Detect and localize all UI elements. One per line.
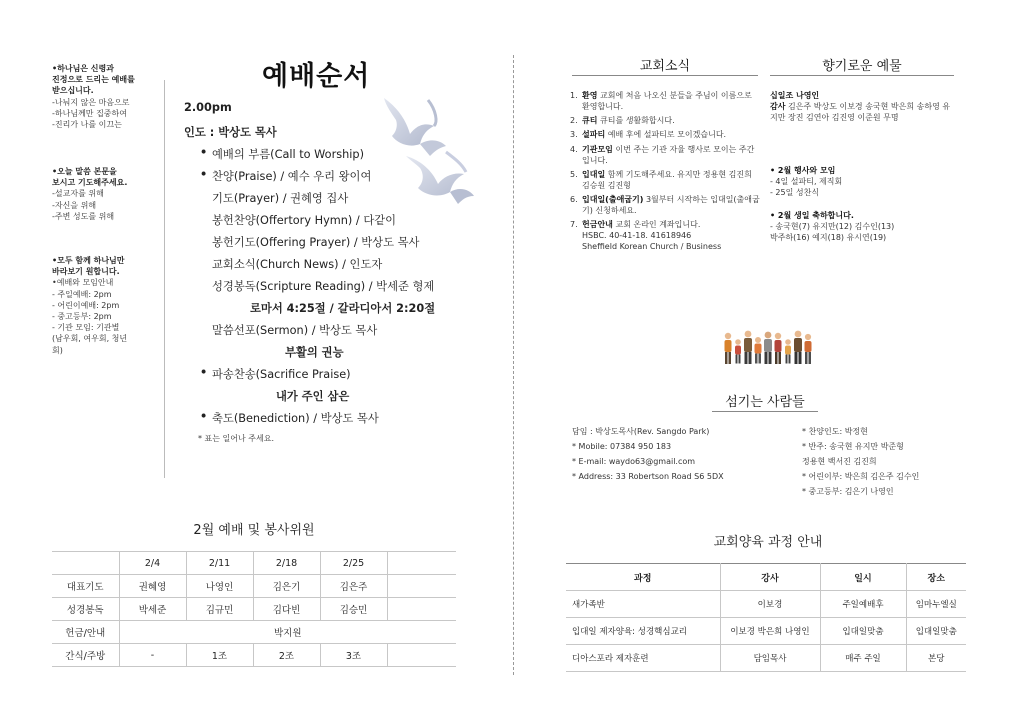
item-heading: 입대일	[582, 169, 606, 179]
table-cell: 임마누엘실	[906, 591, 966, 618]
bank-account: HSBC. 40-41-18. 41618946	[582, 231, 692, 241]
thanks-line	[770, 101, 956, 123]
staff-line: * 중고등부: 김은기 나영인	[802, 487, 894, 496]
list-item	[570, 115, 760, 126]
tithe-line: 십일조 나영인	[770, 91, 820, 100]
table-cell: 김다빈	[253, 598, 320, 621]
table-cell: 새가족반	[566, 591, 720, 618]
item-text: 이번 주는 기관 자율 행사로 모이는 주간입니다.	[582, 144, 755, 165]
events-title: • 2월 행사와 모임	[770, 166, 836, 175]
gift-title: 향기로운 예물	[822, 59, 902, 74]
birthday-title: • 2월 생일 축하합니다.	[770, 211, 854, 220]
sermon-title: 부활의 권능	[285, 346, 344, 359]
ministry-staff	[802, 424, 972, 499]
sidebar-line: •모두 함께 하나님만	[52, 256, 125, 265]
sending-song: 내가 주인 삼은	[276, 390, 350, 403]
list-item	[570, 169, 760, 191]
sidebar-line: - 어린이예배: 2pm	[52, 300, 120, 310]
order-sending-praise: • 파송찬송(Sacrifice Praise)	[212, 366, 351, 382]
contact-line: 담임 : 박상도목사(Rev. Sangdo Park)	[572, 427, 710, 436]
staff-line: * 반주: 송국현 유지만 박준형	[802, 442, 904, 451]
table-cell	[387, 598, 456, 621]
table-cell: 이보경	[720, 591, 820, 618]
table-row	[52, 621, 456, 644]
bank-account-name: Sheffield Korean Church / Business	[582, 242, 722, 252]
table-cell: 이보경 박은희 나영인	[720, 618, 820, 645]
table-cell: 2조	[253, 644, 320, 667]
item-number: 3.	[570, 130, 578, 140]
table-cell: 성경봉독	[52, 598, 119, 621]
item-text: 교회에 처음 나오신 분들을 주님이 이름으로 환영합니다.	[582, 91, 752, 111]
column-header: 강사	[720, 564, 820, 591]
order-sermon: 말씀선포(Sermon) / 박상도 목사	[212, 324, 378, 337]
table-cell: 2/25	[320, 552, 387, 575]
column-header: 장소	[906, 564, 966, 591]
table-cell: 디아스포라 제자훈련	[566, 645, 720, 672]
item-number: 4.	[570, 144, 578, 154]
people-illustration	[722, 328, 814, 366]
list-item	[570, 129, 760, 140]
item-number: 7.	[570, 220, 578, 230]
sidebar-line: 회)	[52, 345, 63, 355]
order-offering-prayer: 봉헌기도(Offering Prayer) / 박상도 목사	[212, 236, 420, 249]
news-title: 교회소식	[639, 59, 691, 74]
serve-table-title: 2월 예배 및 봉사위원	[193, 523, 315, 538]
serving-title-rule	[712, 411, 818, 412]
table-cell: 김승민	[320, 598, 387, 621]
thanks-label: 감사	[770, 102, 786, 111]
table-cell: 대표기도	[52, 575, 119, 598]
staff-line: * 어린이부: 박은희 김은주 김수인	[802, 472, 920, 481]
sidebar-line: -진리가 나를 이끄는	[52, 120, 122, 130]
birthday-item: - 송국현(7) 유지만(12) 김수인(13)	[770, 222, 895, 231]
sidebar-block-schedule	[52, 255, 162, 356]
table-cell: 2/11	[186, 552, 253, 575]
item-number: 1.	[570, 91, 578, 100]
sidebar-line: 진정으로 드리는 예배를	[52, 75, 135, 85]
table-cell: 권혜영	[119, 575, 186, 598]
table-cell: 입대일 제자양육: 성경핵심교리	[566, 618, 720, 645]
item-text: 함께 기도해주세요. 유지만 정용현 김진희 김승원 김진형	[582, 169, 752, 190]
pastor-contact	[572, 424, 792, 484]
sidebar-block-prayer	[52, 166, 162, 222]
sidebar-line: (남우회, 여우회, 청년	[52, 334, 128, 344]
contact-line: * Address: 33 Robertson Road S6 5DX	[572, 472, 724, 481]
edu-table	[566, 563, 966, 672]
table-row	[52, 644, 456, 667]
table-cell: 김은기	[253, 575, 320, 598]
table-cell: 1조	[186, 644, 253, 667]
order-church-news: 교회소식(Church News) / 인도자	[212, 258, 383, 271]
table-row	[566, 618, 966, 645]
sidebar-divider	[164, 80, 165, 478]
table-row	[566, 591, 966, 618]
table-cell: 헌금/안내	[52, 621, 119, 644]
list-item	[570, 90, 760, 112]
sidebar-line: -설교자를 위해	[52, 189, 104, 199]
sidebar-line: - 중고등부: 2pm	[52, 312, 112, 322]
event-item: - 4일 설파티, 제직회	[770, 177, 843, 186]
order-praise: • 찬양(Praise) / 예수 우리 왕이여	[212, 168, 371, 184]
item-heading: 기관모임	[582, 144, 613, 154]
dove-illustration	[376, 86, 480, 214]
list-item	[570, 194, 760, 216]
table-cell	[387, 575, 456, 598]
table-cell: 주일예배후	[820, 591, 906, 618]
item-text: 3월부터 시작하는 입대일(출애굽기) 신청하세요.	[582, 194, 760, 215]
column-header: 과정	[566, 564, 720, 591]
gift-section	[770, 90, 956, 243]
sidebar-line: 바라보기 원합니다.	[52, 267, 120, 277]
item-text: 큐티를 생활화합시다.	[597, 116, 675, 126]
sidebar-line: -주변 성도를 위해	[52, 211, 115, 221]
table-header-row	[566, 564, 966, 591]
birthday-item: 박주하(16) 예지(18) 유시연(19)	[770, 233, 887, 242]
table-cell: 김규민	[186, 598, 253, 621]
item-heading: 입대일(출애굽기)	[582, 194, 644, 204]
edu-table-title: 교회양육 과정 안내	[713, 535, 823, 550]
sidebar-line: - 기관 모임: 기관별	[52, 323, 120, 333]
contact-line: * E-mail: waydo63@gmail.com	[572, 457, 696, 466]
sidebar-line: 받으십니다.	[52, 86, 94, 96]
sidebar-line: -자신을 위해	[52, 200, 97, 210]
table-cell: 담임목사	[720, 645, 820, 672]
item-number: 2.	[570, 116, 578, 126]
table-cell: 입대일맞춤	[820, 618, 906, 645]
sidebar-block-worship	[52, 63, 162, 130]
item-text: 예배 후에 설파티로 모이겠습니다.	[605, 130, 727, 140]
item-number: 6.	[570, 194, 578, 204]
item-heading: 큐티	[582, 116, 598, 126]
order-scripture-reading: 성경봉독(Scripture Reading) / 박세준 형제	[212, 280, 435, 293]
table-cell	[52, 552, 119, 575]
serve-table	[52, 551, 456, 667]
item-number: 5.	[570, 169, 578, 179]
table-cell: 2/4	[119, 552, 186, 575]
table-cell	[387, 552, 456, 575]
order-benediction: • 축도(Benediction) / 박상도 목사	[212, 410, 379, 426]
news-title-rule	[572, 75, 758, 76]
staff-line: 정용현 백서진 김진희	[802, 457, 877, 466]
thanks-names: 김은주 박상도 이보경 송국현 박은희 송하영 유지만 장진 김연아 김진영 이준원 무명	[770, 102, 951, 122]
page-title: 예배순서	[262, 61, 371, 92]
table-cell: 입대일맞춤	[906, 618, 966, 645]
service-time: 2.00pm	[184, 101, 232, 114]
table-cell: 나영인	[186, 575, 253, 598]
item-heading: 헌금안내	[582, 220, 613, 230]
table-cell: 3조	[320, 644, 387, 667]
table-cell: 간식/주방	[52, 644, 119, 667]
table-row	[52, 598, 456, 621]
table-cell: 매주 주일	[820, 645, 906, 672]
gift-title-rule	[770, 75, 954, 76]
sidebar-line: - 주일예배: 2pm	[52, 289, 112, 299]
list-item	[570, 219, 760, 252]
list-item	[570, 144, 760, 166]
serving-title: 섬기는 사람들	[725, 395, 805, 410]
table-cell: 박지원	[119, 621, 456, 644]
table-cell: 본당	[906, 645, 966, 672]
item-heading: 설파티	[582, 130, 606, 140]
sidebar-line: -나눠지 않은 마음으로	[52, 97, 130, 107]
order-offertory: 봉헌찬양(Offertory Hymn) / 다같이	[212, 214, 397, 227]
table-cell: 박세준	[119, 598, 186, 621]
table-cell: 김은주	[320, 575, 387, 598]
sidebar-line: -하나님께만 집중하여	[52, 108, 127, 118]
sidebar-line: •하나님은 신령과	[52, 64, 114, 73]
news-list	[570, 90, 760, 255]
contact-line: * Mobile: 07384 950 183	[572, 442, 672, 451]
fold-line	[513, 55, 514, 675]
item-text: 교회 온라인 계좌입니다.	[612, 220, 701, 230]
sidebar-line: 보시고 기도해주세요.	[52, 178, 128, 188]
order-call-to-worship: • 예배의 부름(Call to Worship)	[212, 146, 364, 162]
sidebar-line: •예배와 모임안내	[52, 278, 114, 288]
event-item: - 25일 성찬식	[770, 188, 820, 197]
service-leader: 인도 : 박상도 목사	[184, 126, 277, 139]
scripture-passage: 로마서 4:25절 / 갈라디아서 2:20절	[250, 302, 436, 315]
staff-line: * 찬양인도: 박정현	[802, 427, 868, 436]
table-cell	[387, 644, 456, 667]
table-cell: 2/18	[253, 552, 320, 575]
table-row	[52, 575, 456, 598]
order-prayer: 기도(Prayer) / 권혜영 집사	[212, 192, 349, 205]
item-heading: 환영	[582, 91, 598, 100]
table-row	[566, 645, 966, 672]
table-row	[52, 552, 456, 575]
column-header: 일시	[820, 564, 906, 591]
table-cell: -	[119, 644, 186, 667]
sidebar-line: •오늘 말씀 본문을	[52, 167, 117, 176]
standing-note: * 표는 일어나 주세요.	[198, 434, 274, 443]
